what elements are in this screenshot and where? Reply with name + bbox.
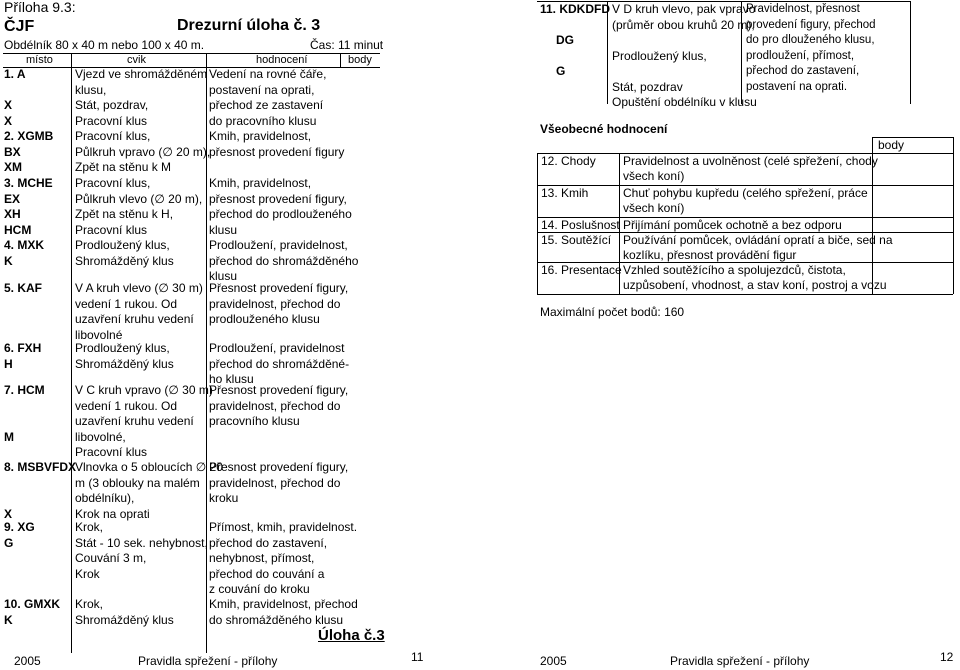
row-eval-line: přechod do shromážděného [209, 253, 359, 268]
general-text: všech koní) [623, 169, 685, 183]
row-place-line: K [4, 612, 13, 627]
row-place-line: 4. MXK [4, 238, 45, 252]
row-place-line: HCM [4, 222, 32, 237]
row-place [4, 176, 53, 238]
row-place-line [4, 312, 42, 328]
grid-line [872, 137, 953, 138]
row-eval [209, 129, 344, 176]
row-move [75, 520, 208, 582]
right-col-divider-1 [607, 1, 608, 104]
row-place-line: 3. MCHE [4, 176, 53, 190]
row-place-line: M [4, 429, 14, 444]
row-move-line: Shromážděný klus [75, 356, 174, 371]
row-place [540, 2, 610, 95]
row-place-line: 8. MSBVFDX [4, 460, 77, 474]
row-place-line [4, 476, 76, 492]
row-place-line [4, 83, 26, 99]
row-move [75, 238, 174, 285]
row-eval [209, 67, 326, 129]
general-text: všech koní) [623, 201, 685, 215]
row-place-line: 2. XGMB [4, 129, 54, 143]
row-eval-line: ho klusu [209, 372, 254, 386]
row-eval-line: do pracovního klusu [209, 113, 317, 128]
row-eval-line: z couvání do kroku [209, 582, 310, 596]
test-title: Drezurní úloha č. 3 [177, 17, 321, 34]
footer-year-left: 2005 [14, 654, 41, 668]
row-eval-line [209, 160, 344, 176]
row-move-line: Couvání 3 m, [75, 551, 147, 565]
row-eval [209, 597, 358, 628]
footer-title-right: Pravidla spřežení - přílohy [670, 654, 810, 668]
row-place-line [4, 414, 45, 430]
row-move-line: Pracovní klus, [75, 129, 151, 143]
row-place-line [4, 567, 35, 583]
row-move [75, 176, 202, 238]
row-eval-line: pravidelnost, přechod do [209, 475, 341, 490]
row-eval-line: přechod ze zastavení [209, 98, 324, 112]
row-eval-line: postavení na oprati. [746, 80, 848, 93]
row-eval-line: do shromážděného klusu [209, 612, 344, 627]
row-eval-line: do pro dlouženého klusu, [746, 34, 875, 46]
general-title: Všeobecné hodnocení [540, 122, 668, 136]
general-label: 14. Poslušnost [541, 218, 620, 232]
grid-line [537, 153, 538, 294]
general-label: 12. Chody [541, 154, 596, 168]
row-move-line: Prodloužený klus, [612, 48, 707, 63]
row-eval-line: Kmih, pravidelnost, [209, 176, 312, 190]
row-move-line: Krok, [75, 520, 104, 534]
right-top-border [537, 1, 911, 2]
right-col-divider-3 [910, 1, 911, 104]
row-move-line: libovolné [75, 327, 123, 342]
row-move-line: Krok, [75, 597, 104, 611]
row-move-line: Stát, pozdrav, [75, 98, 149, 112]
row-move-line: Opuštění obdélníku v klusu [612, 95, 757, 109]
row-move [612, 2, 757, 111]
general-text: Přijímání pomůcek ochotně a bez odporu [623, 218, 842, 232]
row-eval-line: Pravidelnost, přesnost [746, 3, 860, 15]
row-eval-line: přechod do prodlouženého [209, 207, 352, 221]
grid-line [537, 294, 953, 295]
row-eval-line: nehybnost, přímost, [209, 551, 315, 565]
row-place [4, 238, 44, 285]
row-eval-line: Vedení na rovné čáře, [209, 67, 327, 81]
row-eval-line: Prodloužení, pravidelnost, [209, 238, 348, 252]
row-place-line [4, 297, 42, 313]
row-move-line: m (3 oblouky na malém [75, 475, 200, 490]
row-place-line: K [4, 253, 13, 268]
row-place-line: XH [4, 207, 21, 221]
row-eval-line: Přímost, kmih, pravidelnost. [209, 520, 358, 534]
col-divider-3 [340, 53, 341, 67]
row-eval-line: Kmih, pravidelnost, [209, 129, 312, 143]
row-move [75, 460, 223, 522]
row-move-line: Vjezd ve shromážděném [75, 67, 208, 81]
general-label: 15. Soutěžící [541, 233, 612, 247]
row-move-line: Zpět na stěnu k M [75, 160, 172, 174]
footer-year-right: 2005 [540, 654, 567, 668]
row-place-line: G [556, 64, 566, 78]
row-eval-line: postavení na oprati, [209, 82, 315, 97]
row-place-line: 10. GMXK [4, 597, 61, 611]
row-move-line: Pracovní klus, [75, 176, 151, 190]
grid-line [619, 153, 620, 294]
row-eval [746, 2, 876, 95]
row-place-line: BX [4, 144, 21, 159]
row-move-line: Vlnovka o 5 obloucích ∅ 20 [75, 460, 223, 474]
row-move-line: V C kruh vpravo (∅ 30 m) [75, 383, 213, 397]
general-text: Pravidelnost a uvolněnost (celé spřežení, chody [623, 154, 878, 168]
general-text: uzpůsobení, vhodnost, a stav koní, postroj a vozu [623, 278, 887, 292]
footer-title-left: Pravidla spřežení - přílohy [138, 654, 278, 668]
row-place-line: 5. KAF [4, 281, 43, 295]
row-move [75, 597, 174, 628]
row-eval-line: přechod do zastavení, [746, 65, 860, 77]
row-move-line: Pracovní klus [75, 222, 148, 237]
row-place [4, 383, 45, 445]
row-eval [209, 520, 357, 598]
row-eval [209, 460, 348, 522]
general-text: Chuť pohybu kupředu (celého spřežení, práce [623, 186, 868, 200]
row-place-line: XM [4, 160, 22, 174]
row-move [75, 67, 207, 129]
row-move [75, 383, 213, 461]
row-place-line: 11. KDKDFD [540, 2, 611, 16]
row-move-line: klusu, [75, 82, 107, 97]
row-eval-line: Kmih, pravidelnost, přechod [209, 597, 358, 611]
row-place [4, 129, 53, 176]
end-label: Úloha č.3 [318, 627, 385, 644]
page-number-right: 12 [940, 650, 954, 664]
row-eval [209, 383, 348, 430]
row-move-line: Půlkruh vlevo (∅ 20 m), [75, 191, 203, 206]
row-eval-line: přesnost provedení figury [209, 144, 345, 159]
row-move-line: uzavření kruhu vedení [75, 414, 194, 428]
row-place-line [4, 551, 35, 567]
row-place-line: 9. XG [4, 520, 35, 534]
row-move-line: Stát - 10 sek. nehybnost, [75, 535, 208, 550]
row-eval-line: pracovního klusu [209, 414, 300, 428]
row-move-line: vedení 1 rukou. Od [75, 296, 178, 311]
row-move-line: Pracovní klus [75, 113, 148, 128]
row-eval [209, 238, 358, 285]
row-move-line: libovolné, [75, 429, 126, 444]
row-place [4, 520, 35, 582]
row-place-line: 7. HCM [4, 383, 45, 397]
appendix-label: Příloha 9.3: [4, 0, 76, 15]
row-move [75, 129, 210, 176]
row-place [4, 460, 76, 522]
row-place-line: DG [556, 33, 574, 47]
general-text: Vzhled soutěžícího a spolujezdců, čistota, [623, 263, 846, 277]
row-eval-line: Přesnost provedení figury, [209, 383, 349, 397]
row-eval [209, 176, 352, 238]
row-move-line: V D kruh vlevo, pak vpravo [612, 2, 756, 16]
row-eval-line: přechod do shromážděné- [209, 356, 350, 371]
row-eval-line: přechod do couvání a [209, 566, 325, 581]
row-place-line [540, 80, 610, 96]
row-move-line: Stát, pozdrav [612, 79, 683, 94]
row-eval-line: prodlouženého klusu [209, 312, 320, 326]
general-label: 16. Presentace [541, 263, 622, 277]
row-place-line [540, 18, 610, 34]
row-move-line: obdélníku), [75, 491, 135, 505]
row-eval-line: klusu [209, 269, 238, 283]
arena-size: Obdélník 80 x 40 m nebo 100 x 40 m. [4, 38, 205, 52]
row-place-line [4, 399, 45, 415]
row-place [4, 281, 42, 343]
row-eval-line: přechod do zastavení, [209, 535, 328, 550]
row-eval-line: klusu [209, 222, 238, 237]
row-move-line: V A kruh vlevo (∅ 30 m) [75, 281, 203, 295]
row-move-line: uzavření kruhu vedení [75, 312, 194, 326]
row-place-line: EX [4, 191, 21, 206]
grid-line [953, 137, 954, 294]
row-place-line: G [4, 535, 14, 550]
row-place-line: X [4, 506, 13, 521]
row-move-line: Krok [75, 566, 100, 581]
time-limit: Čas: 11 minut [310, 38, 384, 52]
row-move-line: Prodloužený klus, [75, 341, 170, 355]
row-place-line: X [4, 98, 13, 112]
header-points: body [348, 54, 372, 66]
row-move-line: vedení 1 rukou. Od [75, 398, 178, 413]
row-place-line: 6. FXH [4, 341, 42, 355]
row-eval-line: pravidelnost, přechod do [209, 296, 341, 311]
general-text: Používání pomůcek, ovládání opratí a biče, sed na [623, 233, 893, 247]
col-divider-1 [71, 53, 72, 653]
row-eval-line: provedení figury, přechod [746, 18, 876, 31]
row-place [4, 67, 26, 129]
row-eval-line: Přesnost provedení figury, [209, 281, 349, 295]
row-place-line: X [4, 113, 13, 128]
row-place [4, 597, 60, 628]
row-eval [209, 281, 348, 343]
row-move-line: Půlkruh vpravo (∅ 20 m), [75, 144, 211, 159]
row-move-line: (průměr obou kruhů 20 m), [612, 17, 755, 32]
row-move-line: Shromážděný klus [75, 253, 174, 268]
header-eval: hodnocení [256, 54, 308, 66]
row-move-line: Prodloužený klus, [75, 238, 170, 252]
row-eval-line: kroku [209, 491, 239, 505]
row-eval-line: Přesnost provedení figury, [209, 460, 349, 474]
general-points-header: body [878, 138, 905, 152]
general-label: 13. Kmih [541, 186, 589, 200]
row-move [75, 281, 203, 343]
row-move-line: Krok na oprati [75, 506, 150, 521]
row-move-line [612, 64, 757, 80]
page-number-left: 11 [411, 650, 424, 664]
row-move-line: Pracovní klus [75, 445, 148, 459]
row-place-line [540, 49, 610, 65]
header-move: cvik [127, 54, 146, 66]
row-eval-line: přesnost provedení figury, [209, 191, 347, 206]
row-place-line [4, 491, 76, 507]
row-place-line: H [4, 356, 13, 371]
general-text: kozlíku, přesnost provádění figur [623, 248, 797, 262]
right-col-divider-2 [741, 1, 742, 104]
header-place: místo [26, 54, 53, 66]
row-move-line: Shromážděný klus [75, 612, 174, 627]
row-move-line: Zpět na stěnu k H, [75, 207, 174, 221]
row-eval-line: prodloužení, přímost, [746, 49, 855, 62]
row-move-line [612, 33, 757, 49]
row-eval-line: Prodloužení, pravidelnost [209, 341, 345, 355]
row-eval-line: pravidelnost, přechod do [209, 398, 341, 413]
max-points: Maximální počet bodů: 160 [540, 305, 685, 319]
row-place-line: 1. A [4, 67, 26, 81]
header-top-line [3, 53, 380, 54]
cjf-logo: ČJF [4, 18, 35, 35]
